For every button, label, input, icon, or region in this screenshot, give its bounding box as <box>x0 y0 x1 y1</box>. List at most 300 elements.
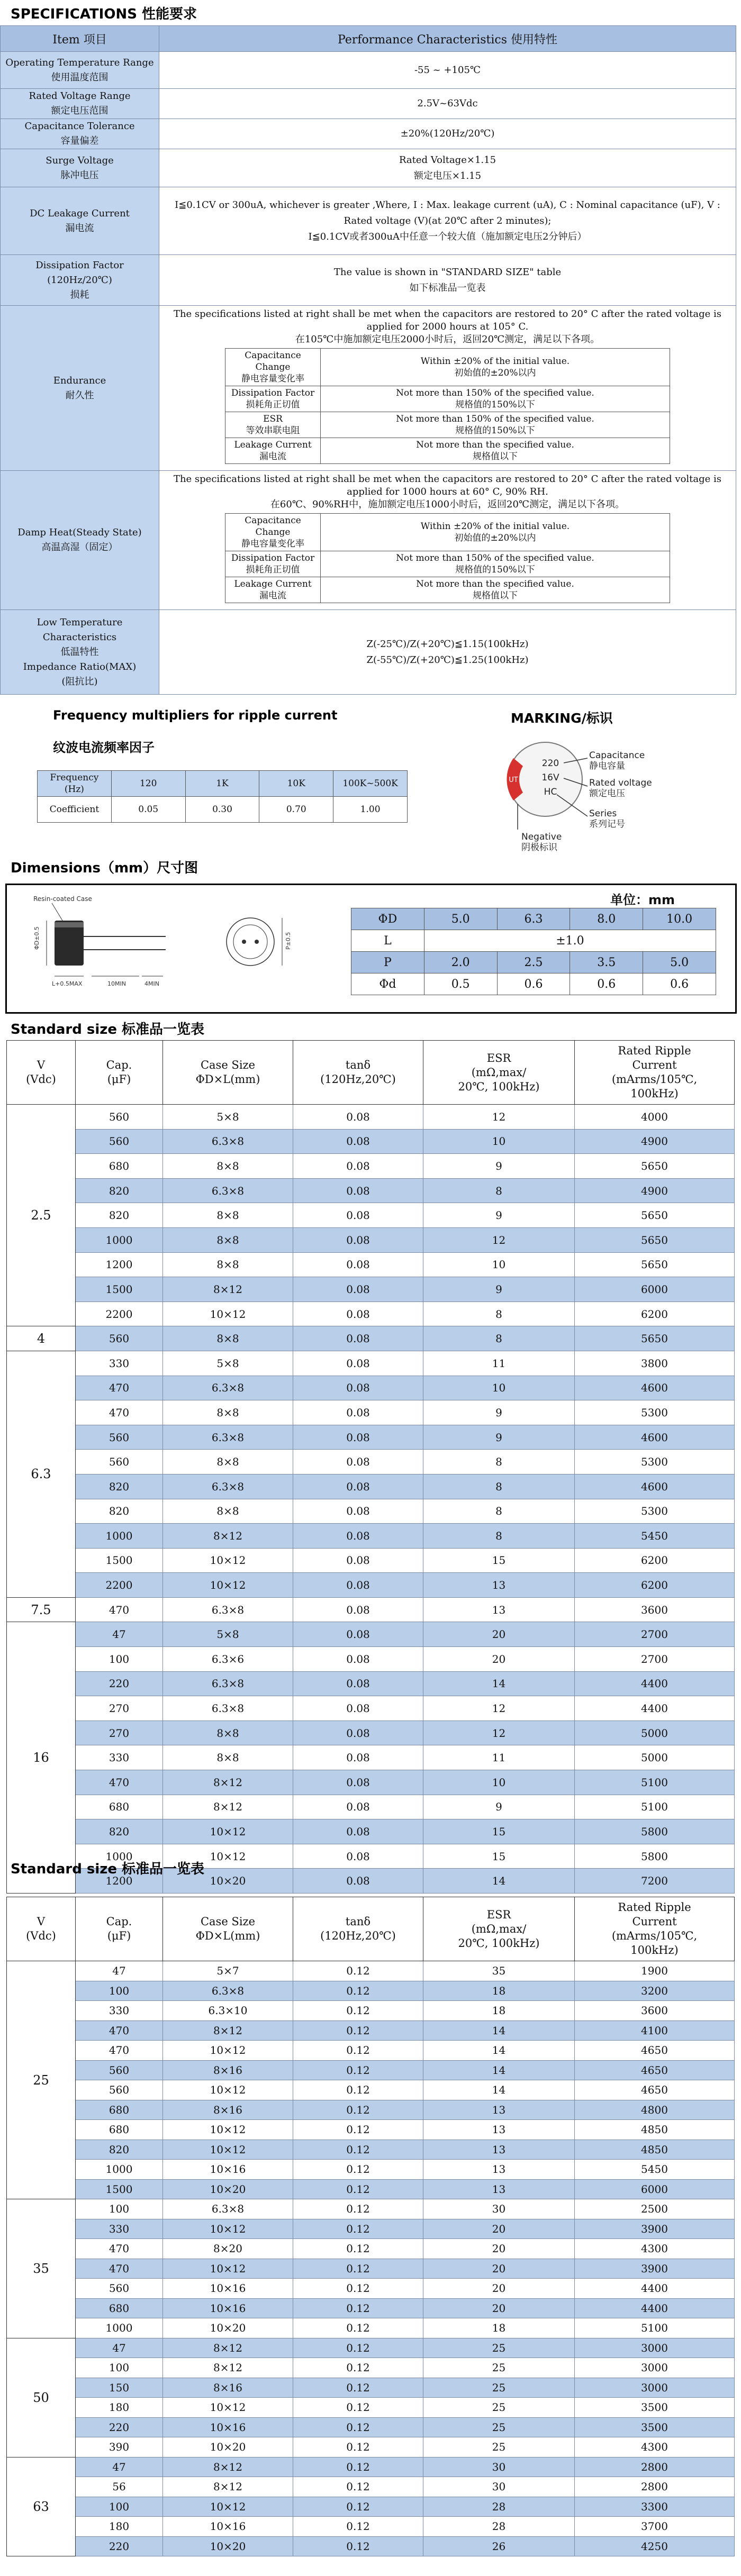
std-cell: 680 <box>76 1154 163 1179</box>
std-cell: 14 <box>423 2020 575 2041</box>
std-cell: 8×12 <box>163 1770 293 1795</box>
std-header-cell: Rated Ripple Current (mArms/105℃, 100kHz) <box>575 1041 735 1105</box>
spec-subtable <box>225 348 670 464</box>
lead-dot <box>255 940 259 944</box>
std-cell: 28 <box>423 2517 575 2537</box>
std-cell: 3900 <box>575 2259 735 2279</box>
std-cell: 25 <box>423 2417 575 2437</box>
band-text: UT <box>509 776 518 784</box>
std-cell: 8×12 <box>163 1277 293 1302</box>
std-cell: 0.12 <box>293 1961 423 1981</box>
std-header-cell: V (Vdc) <box>7 1897 76 1961</box>
freq-title: Frequency multipliers for ripple current <box>53 708 338 723</box>
std-cell: 9 <box>423 1425 575 1450</box>
spec-table <box>0 25 736 695</box>
dim-cell: Φd <box>351 973 424 995</box>
std-cell: 10×12 <box>163 1844 293 1869</box>
std-cell: 10 <box>423 1129 575 1154</box>
std-cell: 4400 <box>575 2298 735 2318</box>
std-cell: 6.3×8 <box>163 1376 293 1400</box>
std-cell: 100 <box>76 1981 163 2001</box>
std-cell: 6.3×8 <box>163 1696 293 1721</box>
std-cell: 270 <box>76 1696 163 1721</box>
std-cell: 10 <box>423 1770 575 1795</box>
std-cell: 5100 <box>575 1770 735 1795</box>
std-cell: 0.08 <box>293 1400 423 1425</box>
spec-sub-label: Capacitance Change 静电容量变化率 <box>225 514 321 551</box>
spec-perf-cell: I≦0.1CV or 300uA, whichever is greater ,Where, I : Max. leakage current (uA), C : Nominal capacitance (uF), V : Rated voltage (V)(at 20℃ after 2 minutes); I≦0.1CV或者300uA中任意一个较大值（施加额定电压2分钟后） <box>159 187 736 255</box>
dim-p-row <box>351 952 716 973</box>
spec-item-cell: Capacitance Tolerance 容量偏差 <box>1 119 159 149</box>
std-cell: 28 <box>423 2497 575 2517</box>
std-header-cell: ESR (mΩ,max/ 20℃, 100kHz) <box>423 1041 575 1105</box>
std-cell: 470 <box>76 2020 163 2041</box>
std-cell: 47 <box>76 1622 163 1647</box>
std-cell: 2200 <box>76 1301 163 1326</box>
std-cell: 25 <box>423 2398 575 2418</box>
std-row <box>7 2318 735 2338</box>
spec-perf-cell: 2.5V~63Vdc <box>159 89 736 119</box>
std-cell: 680 <box>76 2298 163 2318</box>
std-cell: 220 <box>76 2536 163 2556</box>
std-header-cell: Case Size ΦD×L(mm) <box>163 1897 293 1961</box>
marking-cap-text: 220 <box>541 758 559 769</box>
std-row <box>7 2338 735 2358</box>
std-cell: 0.12 <box>293 2259 423 2279</box>
voltage-cell: 35 <box>7 2199 76 2338</box>
std-row <box>7 1819 735 1844</box>
std-cell: 5650 <box>575 1227 735 1252</box>
std-cell: 0.08 <box>293 1129 423 1154</box>
std-cell: 220 <box>76 1671 163 1696</box>
std-cell: 4850 <box>575 2120 735 2140</box>
std-cell: 8×16 <box>163 2060 293 2080</box>
std-cell: 0.12 <box>293 2179 423 2199</box>
standard-size-table-2 <box>6 1897 735 2556</box>
std-cell: 0.12 <box>293 2298 423 2318</box>
spec-sub-value: Within ±20% of the initial value. 初始值的±20%以内 <box>321 349 670 386</box>
dim-cell: ΦD <box>351 908 424 930</box>
std-cell: 10×12 <box>163 2140 293 2160</box>
std-cell: 10×16 <box>163 2417 293 2437</box>
spec-subrow <box>225 438 670 464</box>
std-row <box>7 1961 735 1981</box>
spec-perf-cell: Z(-25℃)/Z(+20℃)≦1.15(100kHz) Z(-55℃)/Z(+20℃)≦1.25(100kHz) <box>159 610 736 695</box>
std-cell: 8 <box>423 1499 575 1524</box>
std-cell: 330 <box>76 1351 163 1376</box>
std-cell: 820 <box>76 1499 163 1524</box>
std-row <box>7 2298 735 2318</box>
std-cell: 5300 <box>575 1499 735 1524</box>
std-cell: 560 <box>76 1450 163 1474</box>
std-cell: 10×12 <box>163 2497 293 2517</box>
std-cell: 0.12 <box>293 1981 423 2001</box>
std-cell: 0.12 <box>293 2378 423 2398</box>
std-cell: 7200 <box>575 1869 735 1894</box>
std-row <box>7 1647 735 1672</box>
std-cell: 8 <box>423 1450 575 1474</box>
pitch-label: P±0.5 <box>285 932 292 950</box>
std-cell: 47 <box>76 1961 163 1981</box>
std-cell: 470 <box>76 2239 163 2259</box>
std-cell: 1500 <box>76 2179 163 2199</box>
spec-sub-value: Not more than the specified value. 规格值以下 <box>321 577 670 603</box>
std-cell: 390 <box>76 2437 163 2457</box>
std-cell: 12 <box>423 1105 575 1130</box>
std-cell: 100 <box>76 2497 163 2517</box>
std-cell: 0.08 <box>293 1597 423 1622</box>
std-cell: 10×20 <box>163 2437 293 2457</box>
std-cell: 8×12 <box>163 1795 293 1819</box>
std-cell: 2700 <box>575 1622 735 1647</box>
std-cell: 470 <box>76 1770 163 1795</box>
std-cell: 3600 <box>575 2001 735 2021</box>
freq-header-cell: Frequency (Hz) <box>38 771 112 797</box>
std-row <box>7 1745 735 1770</box>
std-cell: 0.08 <box>293 1154 423 1179</box>
std-cell: 11 <box>423 1351 575 1376</box>
dimension-table <box>351 908 716 995</box>
std-cell: 1500 <box>76 1548 163 1573</box>
std-cell: 0.12 <box>293 2140 423 2160</box>
min-end-label: 4MIN <box>144 980 159 987</box>
voltage-cell: 6.3 <box>7 1351 76 1597</box>
std-cell: 13 <box>423 2120 575 2140</box>
std-row <box>7 1795 735 1819</box>
std-cell: 20 <box>423 2239 575 2259</box>
std-row <box>7 2477 735 2497</box>
std-cell: 0.12 <box>293 2219 423 2239</box>
std-row <box>7 1696 735 1721</box>
std-row <box>7 2358 735 2378</box>
std-cell: 820 <box>76 2140 163 2160</box>
dim-cell: 0.6 <box>643 973 716 995</box>
std-row <box>7 1301 735 1326</box>
std-cell: 100 <box>76 2199 163 2219</box>
std-row <box>7 2536 735 2556</box>
std-row <box>7 1524 735 1549</box>
std-row <box>7 2199 735 2219</box>
spec-item-cell: DC Leakage Current 漏电流 <box>1 187 159 255</box>
spec-sub-label: Leakage Current 漏电流 <box>225 577 321 603</box>
spec-row <box>1 52 736 89</box>
spec-row <box>1 255 736 306</box>
std-cell: 560 <box>76 1105 163 1130</box>
std-cell: 18 <box>423 2001 575 2021</box>
spec-subtable <box>225 513 670 603</box>
std-cell: 8×8 <box>163 1227 293 1252</box>
std-row <box>7 1351 735 1376</box>
dim-cell: 2.5 <box>497 952 570 973</box>
std-row <box>7 1770 735 1795</box>
freq-header-cell: 100K~500K <box>333 771 408 797</box>
std-cell: 15 <box>423 1819 575 1844</box>
std-cell: 8 <box>423 1524 575 1549</box>
spec-item-cell: Rated Voltage Range 额定电压范围 <box>1 89 159 119</box>
std-row <box>7 1425 735 1450</box>
marking-label: Negative 阴极标识 <box>521 832 562 853</box>
std-cell: 0.12 <box>293 2100 423 2120</box>
std-row <box>7 2378 735 2398</box>
dim-d-row <box>351 973 716 995</box>
std-header-cell: Rated Ripple Current (mArms/105℃, 100kHz) <box>575 1897 735 1961</box>
std-row <box>7 2457 735 2477</box>
std-cell: 13 <box>423 2160 575 2180</box>
freq-value-cell: 0.30 <box>185 797 259 823</box>
std-row <box>7 1277 735 1302</box>
resin-case-label: Resin-coated Case <box>33 895 92 903</box>
std-cell: 6.3×8 <box>163 1178 293 1203</box>
std-cell: 10 <box>423 1252 575 1277</box>
std-header-row <box>7 1897 735 1961</box>
std-cell: 26 <box>423 2536 575 2556</box>
spec-row <box>1 149 736 187</box>
std-cell: 6.3×10 <box>163 2001 293 2021</box>
std-cell: 3500 <box>575 2398 735 2418</box>
std-cell: 56 <box>76 2477 163 2497</box>
std-cell: 0.12 <box>293 2457 423 2477</box>
std-cell: 10×12 <box>163 2259 293 2279</box>
std-row <box>7 1400 735 1425</box>
std-cell: 0.08 <box>293 1301 423 1326</box>
std-cell: 25 <box>423 2437 575 2457</box>
std-cell: 3000 <box>575 2358 735 2378</box>
std-cell: 6.3×8 <box>163 1981 293 2001</box>
std-cell: 5300 <box>575 1400 735 1425</box>
dim-cell: 8.0 <box>570 908 643 930</box>
spec-row <box>1 610 736 695</box>
spec-row <box>1 306 736 471</box>
std-cell: 5650 <box>575 1252 735 1277</box>
std-cell: 5800 <box>575 1844 735 1869</box>
voltage-cell: 16 <box>7 1622 76 1894</box>
voltage-cell: 25 <box>7 1961 76 2199</box>
std-cell: 5450 <box>575 1524 735 1549</box>
std-cell: 4400 <box>575 2279 735 2299</box>
std-cell: 470 <box>76 1597 163 1622</box>
std-cell: 1200 <box>76 1252 163 1277</box>
capacitor-top <box>55 922 84 927</box>
std-cell: 5650 <box>575 1326 735 1351</box>
dim-cell: 5.0 <box>424 908 497 930</box>
std-header-cell: tanδ (120Hz,20℃) <box>293 1041 423 1105</box>
std-cell: 5000 <box>575 1745 735 1770</box>
std-row <box>7 1376 735 1400</box>
std-cell: 5300 <box>575 1450 735 1474</box>
std-cell: 8 <box>423 1326 575 1351</box>
std-cell: 820 <box>76 1203 163 1228</box>
std-cell: 0.08 <box>293 1622 423 1647</box>
freq-value-cell: 0.70 <box>259 797 333 823</box>
spec-row <box>1 119 736 149</box>
std-cell: 10×20 <box>163 2318 293 2338</box>
std-cell: 180 <box>76 2398 163 2418</box>
std-cell: 0.08 <box>293 1474 423 1499</box>
std-cell: 330 <box>76 2219 163 2239</box>
std-header-row <box>7 1041 735 1105</box>
std-cell: 0.12 <box>293 2358 423 2378</box>
marking-label: Rated voltage 额定电压 <box>589 778 652 799</box>
std-cell: 10×12 <box>163 2120 293 2140</box>
std-header-cell: tanδ (120Hz,20℃) <box>293 1897 423 1961</box>
std-cell: 0.08 <box>293 1869 423 1894</box>
freq-value-cell: Coefficient <box>38 797 112 823</box>
std-cell: 0.12 <box>293 2160 423 2180</box>
std-cell: 12 <box>423 1696 575 1721</box>
std-cell: 0.08 <box>293 1252 423 1277</box>
std-cell: 30 <box>423 2477 575 2497</box>
std-cell: 0.12 <box>293 2517 423 2537</box>
std-cell: 4600 <box>575 1376 735 1400</box>
marking-diagram <box>498 729 593 835</box>
unit-label: 单位：mm <box>610 893 675 907</box>
marking-title: MARKING/标识 <box>511 711 613 726</box>
std-cell: 330 <box>76 2001 163 2021</box>
std-cell: 10×16 <box>163 2160 293 2180</box>
std-cell: 0.12 <box>293 2279 423 2299</box>
spec-sub-value: Not more than 150% of the specified value. 规格值的150%以下 <box>321 551 670 577</box>
std-cell: 13 <box>423 2179 575 2199</box>
std-cell: 30 <box>423 2457 575 2477</box>
std-row <box>7 2041 735 2061</box>
std-cell: 13 <box>423 1573 575 1598</box>
std-cell: 0.08 <box>293 1573 423 1598</box>
std-cell: 6200 <box>575 1301 735 1326</box>
std-cell: 6.3×8 <box>163 1474 293 1499</box>
std-cell: 470 <box>76 1400 163 1425</box>
std-row <box>7 1252 735 1277</box>
std-cell: 2700 <box>575 1647 735 1672</box>
spec-perf-cell <box>159 471 736 610</box>
std-cell: 8×20 <box>163 2239 293 2259</box>
std-cell: 560 <box>76 1425 163 1450</box>
std-cell: 0.08 <box>293 1425 423 1450</box>
std-cell: 15 <box>423 1548 575 1573</box>
spec-title: SPECIFICATIONS 性能要求 <box>11 6 197 22</box>
std-cell: 25 <box>423 2358 575 2378</box>
std-cell: 0.08 <box>293 1227 423 1252</box>
dim-cell: 5.0 <box>643 952 716 973</box>
std-cell: 0.12 <box>293 2001 423 2021</box>
std-cell: 3700 <box>575 2517 735 2537</box>
std-cell: 20 <box>423 2298 575 2318</box>
std-cell: 8×12 <box>163 2358 293 2378</box>
std-cell: 8×8 <box>163 1721 293 1745</box>
dim-cell: L <box>351 930 424 952</box>
std-cell: 1000 <box>76 1524 163 1549</box>
marking-series-text: HC <box>544 787 557 797</box>
std-cell: 220 <box>76 2417 163 2437</box>
marking-label: Series 系列记号 <box>589 808 625 830</box>
spec-sub-label: ESR 等效串联电阻 <box>225 412 321 438</box>
freq-header-row <box>38 771 408 797</box>
freq-value-row <box>38 797 408 823</box>
spec-sub-label: Leakage Current 漏电流 <box>225 438 321 464</box>
freq-subtitle: 纹波电流频率因子 <box>53 740 155 755</box>
freq-value-cell: 1.00 <box>333 797 408 823</box>
std-cell: 560 <box>76 2060 163 2080</box>
std-cell: 6.3×8 <box>163 1129 293 1154</box>
spec-intro-text: The specifications listed at right shall be met when the capacitors are restored to 20° C after the rated voltage is applied for 2000 hours at 105° C. 在105℃中施加额定电压2000小时后，返回20℃测定，满足以下各项。 <box>173 308 722 345</box>
spec-perf-cell: ±20%(120Hz/20℃) <box>159 119 736 149</box>
std-cell: 10×20 <box>163 2179 293 2199</box>
std-cell: 8×12 <box>163 2338 293 2358</box>
std-cell: 11 <box>423 1745 575 1770</box>
std-row <box>7 2219 735 2239</box>
std-row <box>7 2179 735 2199</box>
std-cell: 150 <box>76 2378 163 2398</box>
std-row <box>7 2080 735 2100</box>
std-cell: 8×12 <box>163 2020 293 2041</box>
std-cell: 560 <box>76 2279 163 2299</box>
std-cell: 47 <box>76 2457 163 2477</box>
std-cell: 4600 <box>575 1474 735 1499</box>
spec-intro-text: The specifications listed at right shall be met when the capacitors are restored to 20° C after the rated voltage is applied for 1000 hours at 60° C, 90% RH. 在60℃、90%RH中，施加额定电压1000小时后，返回20℃测定，满足以下各项。 <box>173 474 722 510</box>
spec-item-cell: Damp Heat(Steady State) 高温高湿（固定） <box>1 471 159 610</box>
freq-header-cell: 1K <box>185 771 259 797</box>
std-cell: 4100 <box>575 2020 735 2041</box>
std-row <box>7 1129 735 1154</box>
voltage-cell: 7.5 <box>7 1597 76 1622</box>
std-row <box>7 1154 735 1179</box>
std-cell: 30 <box>423 2199 575 2219</box>
std-cell: 820 <box>76 1474 163 1499</box>
std-cell: 5800 <box>575 1819 735 1844</box>
freq-value-cell: 0.05 <box>111 797 185 823</box>
std-cell: 3500 <box>575 2417 735 2437</box>
std-cell: 330 <box>76 1745 163 1770</box>
std-cell: 1500 <box>76 1277 163 1302</box>
spec-header-row <box>1 26 736 52</box>
std-cell: 5×7 <box>163 1961 293 1981</box>
std-cell: 4900 <box>575 1129 735 1154</box>
std-cell: 470 <box>76 2041 163 2061</box>
std-cell: 6.3×8 <box>163 2199 293 2219</box>
std-cell: 9 <box>423 1203 575 1228</box>
std-cell: 4300 <box>575 2239 735 2259</box>
std-cell: 0.08 <box>293 1178 423 1203</box>
std-cell: 10×12 <box>163 2219 293 2239</box>
std-cell: 270 <box>76 1721 163 1745</box>
std-row <box>7 1573 735 1598</box>
dim-l-row <box>351 930 716 952</box>
std-cell: 1000 <box>76 2160 163 2180</box>
std-cell: 13 <box>423 2100 575 2120</box>
std-cell: 6000 <box>575 2179 735 2199</box>
dim-cell: 0.5 <box>424 973 497 995</box>
std-cell: 20 <box>423 1622 575 1647</box>
std-row <box>7 1227 735 1252</box>
std-cell: 10×16 <box>163 2298 293 2318</box>
std-cell: 2500 <box>575 2199 735 2219</box>
std-cell: 0.08 <box>293 1647 423 1672</box>
dim-cell: 10.0 <box>643 908 716 930</box>
spec-sub-value: Not more than 150% of the specified value. 规格值的150%以下 <box>321 412 670 438</box>
std-cell: 470 <box>76 1376 163 1400</box>
std-cell: 8×16 <box>163 2100 293 2120</box>
spec-item-cell: Surge Voltage 脉冲电压 <box>1 149 159 187</box>
std-row <box>7 1474 735 1499</box>
spec-row <box>1 89 736 119</box>
std-row <box>7 1105 735 1130</box>
std-cell: 5×8 <box>163 1351 293 1376</box>
std-cell: 0.08 <box>293 1203 423 1228</box>
std-row <box>7 2497 735 2517</box>
spec-sub-label: Dissipation Factor 损耗角正切值 <box>225 386 321 412</box>
std-row <box>7 2517 735 2537</box>
spec-sub-value: Not more than 150% of the specified value. 规格值的150%以下 <box>321 386 670 412</box>
std-row <box>7 2140 735 2160</box>
